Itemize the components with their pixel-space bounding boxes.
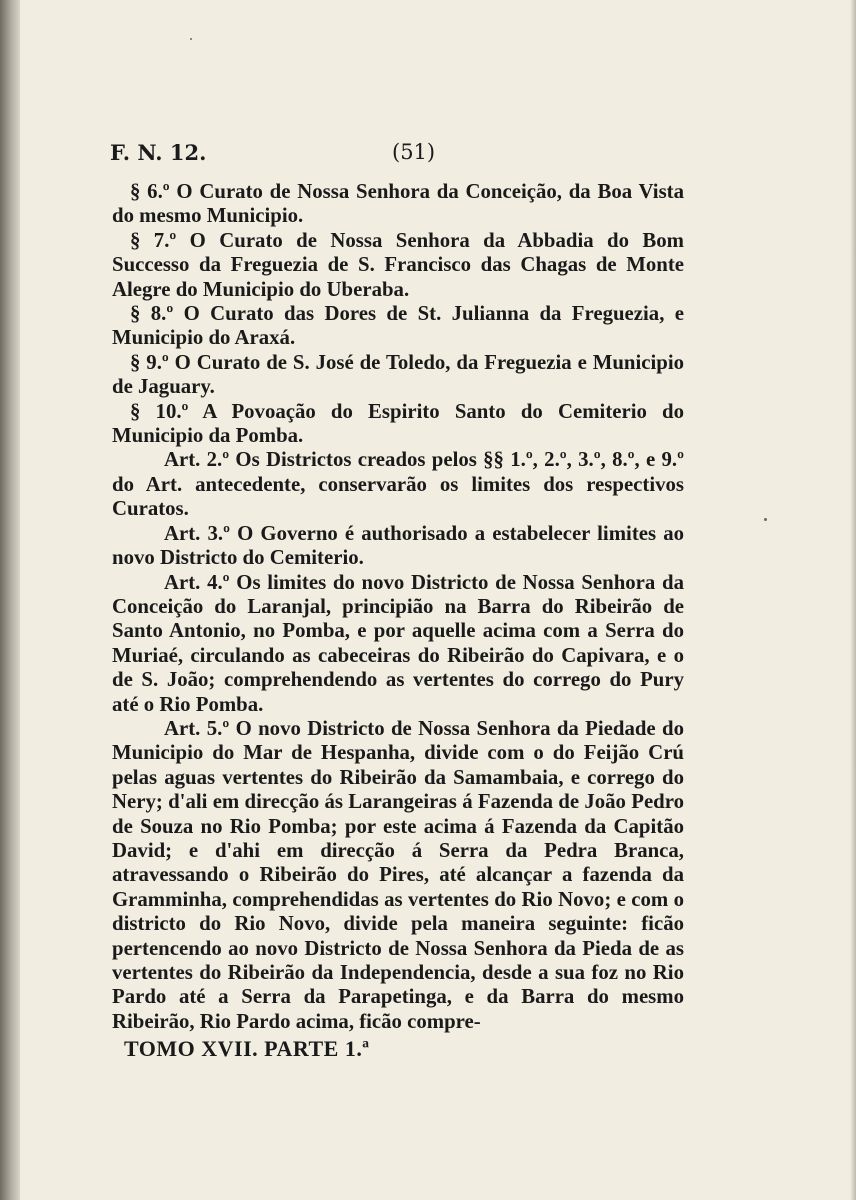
ink-speck: [190, 38, 192, 40]
article-2: Art. 2.º Os Districtos creados pelos §§ 1.º, 2.º, 3.º, 8.º, e 9.º do Art. antecedente, conservarão os limites dos respectivos Curatos.: [112, 448, 684, 521]
scan-binding-shadow: [0, 0, 20, 1200]
body-text: [112, 180, 684, 1034]
document-page: [20, 0, 856, 1200]
paragraph-7: § 7.º O Curato de Nossa Senhora da Abbadia do Bom Successo da Freguezia de S. Francisco das Chagas de Monte Alegre do Municipio do Uberaba.: [112, 228, 684, 301]
section-reference: F. N. 12.: [110, 140, 207, 165]
article-4: Art. 4.º Os limites do novo Districto de Nossa Senhora da Conceição do Laranjal, principião na Barra do Ribeirão de Santo Antonio, no Pomba, e por aquelle acima com a Serra do Muriaé, circulando as cabeceiras do Ribeirão do Capivara, e o de S. João; comprehendendo as vertentes do corrego do Pury até o Rio Pomba.: [112, 570, 684, 716]
running-head: [110, 140, 700, 170]
page-edge: [850, 0, 856, 1200]
signature-line: TOMO XVII. PARTE 1.ª: [124, 1036, 370, 1061]
paragraph-9: § 9.º O Curato de S. José de Toledo, da Freguezia e Municipio de Jaguary.: [112, 350, 684, 399]
paragraph-6: § 6.º O Curato de Nossa Senhora da Conceição, da Boa Vista do mesmo Municipio.: [112, 180, 684, 228]
paragraph-10: § 10.º A Povoação do Espirito Santo do Cemiterio do Municipio da Pomba.: [112, 399, 684, 448]
paragraph-8: § 8.º O Curato das Dores de St. Julianna da Freguezia, e Municipio do Araxá.: [112, 302, 684, 350]
page-number: (51): [392, 140, 436, 164]
ink-speck: [764, 518, 767, 521]
article-3: Art. 3.º O Governo é authorisado a estabelecer limites ao novo Districto do Cemiterio.: [112, 521, 684, 570]
article-5: Art. 5.º O novo Districto de Nossa Senhora da Piedade do Municipio do Mar de Hespanha, divide com o do Feijão Crú pelas aguas vertentes do Ribeirão da Samambaia, e corrego do Nery; d'ali em direcção ás Larangeiras á Fazenda de João Pedro de Souza no Rio Pomba; por este acima á Fazenda da Capitão David; e d'ahi em direcção á Serra da Pedra Branca, atravessando o Ribeirão do Pires, até alcançar a fazenda da Gramminha, comprehendidas as vertentes do Rio Novo; e com o districto do Rio Novo, divide pela maneira seguinte: ficão pertencendo ao novo Districto de Nossa Senhora da Pieda de as vertentes do Ribeirão da Independencia, desde a sua foz no Rio Pardo até a Serra da Parapetinga, e da Barra do mesmo Ribeirão, Rio Pardo acima, ficão compre-: [112, 716, 684, 1033]
